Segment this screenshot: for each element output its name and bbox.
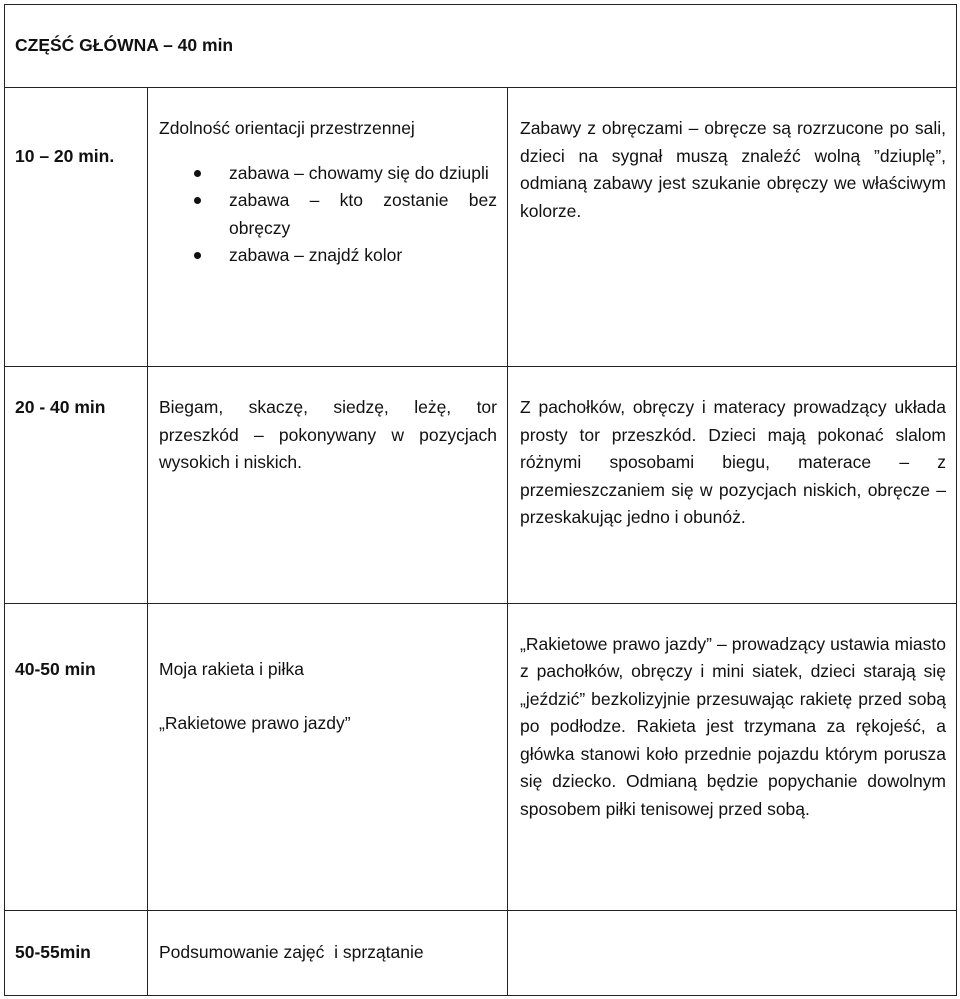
description-cell [508,603,957,910]
task-cell [148,910,508,995]
description-text: Zabawy z obręczami – obręcze są rozrzucone po sali, dzieci na sygnał muszą znaleźć wolną ”dziuplę”, odmianą zabawy jest szukanie obręczy we właściwym kolorze. [520,118,947,221]
description-cell [508,910,957,995]
table-row [5,88,957,367]
task-title: Zdolność orientacji przestrzennej [159,118,415,139]
lesson-plan-table [4,4,957,996]
table-row [5,367,957,603]
task-list [159,160,497,270]
description-cell [508,367,957,603]
time-cell [5,603,148,910]
time-cell [5,367,148,603]
time-cell [5,910,148,995]
description-cell [508,88,957,367]
section-title: CZĘŚĆ GŁÓWNA – 40 min [5,5,957,88]
list-item: zabawa – chowamy się do dziupli [229,160,497,188]
task-title: Biegam, skaczę, siedzę, leżę, tor przeszkód – pokonywany w pozycjach wysokich i niskich. [159,397,497,473]
table-row [5,910,957,995]
description-text: Z pachołków, obręczy i materacy prowadzący układa prosty tor przeszkód. Dzieci mają pokonać slalom różnymi sposobami biegu, materace – z przemieszczaniem się w pozycjach niskich, obręcze – przeskakując jedno i obunóż. [520,397,947,528]
task-cell [148,367,508,603]
task-title: Podsumowanie zajęć i sprzątanie [159,942,424,963]
task-cell [148,88,508,367]
time-label: 20 - 40 min [15,397,106,418]
time-label: 40-50 min [15,658,96,679]
description-text: „Rakietowe prawo jazdy” – prowadzący ustawia miasto z pachołków, obręczy i mini siatek, dzieci starają się „jeździć” bezkolizyjnie przesuwając rakietę przed sobą po podłodze. Rakieta jest trzymana za rękojeść, a główka stanowi koło przednie pojazdu którym porusza się dziecko. Odmianą będzie popychanie dowolnym sposobem piłki tenisowej przed sobą. [520,633,947,819]
list-item: zabawa – znajdź kolor [229,242,497,270]
task-title: Moja rakieta i piłka [159,658,304,679]
list-item: zabawa – kto zostanie bez obręczy [229,187,497,242]
time-cell [5,88,148,367]
table-row [5,603,957,910]
task-subtitle: „Rakietowe prawo jazdy” [159,713,351,734]
time-label: 10 – 20 min. [15,146,115,167]
time-label: 50-55min [15,942,91,963]
header-row [5,5,957,88]
task-cell [148,603,508,910]
